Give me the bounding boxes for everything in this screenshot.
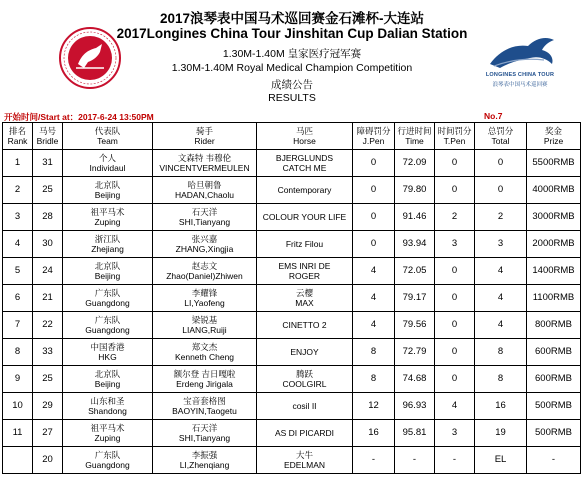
prize-cell: -	[527, 447, 581, 474]
class-title-en: 1.30M-1.40M Royal Medical Champion Competition	[171, 62, 413, 74]
total-penalty-cell: 4	[475, 285, 527, 312]
team-cell-zh: 广东队	[94, 314, 121, 325]
horse-cell-zh: EMS INRI DE	[278, 260, 331, 271]
rider-cell	[153, 204, 257, 231]
column-header-zh: 总罚分	[487, 126, 514, 136]
jump-penalty-cell: 0	[353, 177, 395, 204]
team-cell-en: Zhejiang	[91, 244, 124, 254]
rider-cell-en: HADAN,Chaolu	[174, 190, 235, 200]
rider-cell	[153, 312, 257, 339]
team-cell-en: Beijing	[94, 271, 121, 281]
rider-cell-zh: 额尔登 吉日嘎啦	[173, 368, 236, 379]
table-row	[3, 420, 581, 447]
table-row	[3, 312, 581, 339]
team-cell-en: Zuping	[94, 433, 121, 443]
rank-cell	[3, 447, 33, 474]
rank-cell: 10	[3, 393, 33, 420]
prize-cell: 2000RMB	[527, 231, 581, 258]
team-cell-zh: 广东队	[94, 449, 121, 460]
prize-cell: 5500RMB	[527, 150, 581, 177]
rider-cell	[153, 285, 257, 312]
column-header-en: Team	[97, 136, 118, 146]
rider-cell	[153, 366, 257, 393]
horse-cell-zh: ENJOY	[290, 346, 319, 357]
horse-cell-zh: BJERGLUNDS	[275, 152, 334, 163]
bridle-cell: 27	[33, 420, 63, 447]
column-header-total	[475, 123, 527, 150]
rider-cell	[153, 258, 257, 285]
table-row	[3, 339, 581, 366]
horse-cell-zh: cosil II	[292, 400, 317, 411]
bridle-cell: 21	[33, 285, 63, 312]
rider-cell	[153, 231, 257, 258]
rider-cell	[153, 447, 257, 474]
column-header-zh: 骑手	[195, 126, 213, 136]
team-cell-zh: 个人	[98, 152, 116, 163]
rank-cell: 6	[3, 285, 33, 312]
time-cell: 79.80	[395, 177, 435, 204]
column-header-rank	[3, 123, 33, 150]
bridle-cell: 29	[33, 393, 63, 420]
rider-cell-zh: 梁锐基	[191, 314, 218, 325]
time-penalty-cell: 0	[435, 258, 475, 285]
prize-cell: 4000RMB	[527, 177, 581, 204]
table-row	[3, 231, 581, 258]
rider-cell-zh: 赵志文	[191, 260, 218, 271]
team-cell-zh: 祖平马术	[90, 206, 125, 217]
rider-cell-zh: 张兴嘉	[191, 233, 218, 244]
team-cell-en: Beijing	[94, 190, 121, 200]
jump-penalty-cell: 4	[353, 258, 395, 285]
logo-text-zh: 浪琴表中国马术巡回赛	[492, 82, 548, 88]
table-row	[3, 150, 581, 177]
rank-cell: 9	[3, 366, 33, 393]
team-cell-en: Individaul	[89, 163, 126, 173]
team-cell	[63, 420, 153, 447]
time-cell: 74.68	[395, 366, 435, 393]
team-cell-zh: 中国香港	[90, 341, 125, 352]
total-penalty-cell: 3	[475, 231, 527, 258]
total-penalty-cell: 8	[475, 366, 527, 393]
team-cell-en: Shandong	[88, 406, 127, 416]
column-header-en: Horse	[293, 136, 316, 146]
bridle-cell: 25	[33, 366, 63, 393]
jump-penalty-cell: 16	[353, 420, 395, 447]
table-row	[3, 204, 581, 231]
time-cell: 72.09	[395, 150, 435, 177]
total-penalty-cell: 4	[475, 258, 527, 285]
table-row	[3, 447, 581, 474]
prize-cell: 800RMB	[527, 312, 581, 339]
time-cell: 96.93	[395, 393, 435, 420]
team-cell-en: Guangdong	[85, 325, 130, 335]
team-cell-en: Zuping	[94, 217, 121, 227]
team-cell	[63, 177, 153, 204]
rider-cell	[153, 420, 257, 447]
jump-penalty-cell: 0	[353, 231, 395, 258]
results-heading-zh: 成绩公告	[271, 79, 313, 91]
time-penalty-cell: 0	[435, 285, 475, 312]
jump-penalty-cell: 4	[353, 285, 395, 312]
team-cell	[63, 285, 153, 312]
rider-cell-zh: 宝音套格图	[183, 395, 226, 406]
horse-cell-zh: CINETTO 2	[282, 319, 327, 330]
time-penalty-cell: -	[435, 447, 475, 474]
bridle-cell: 22	[33, 312, 63, 339]
total-penalty-cell: 4	[475, 312, 527, 339]
total-penalty-cell: 19	[475, 420, 527, 447]
time-cell: 72.05	[395, 258, 435, 285]
team-cell	[63, 447, 153, 474]
column-header-horse	[257, 123, 353, 150]
time-cell: 79.17	[395, 285, 435, 312]
horse-cell	[257, 393, 353, 420]
team-cell	[63, 231, 153, 258]
rider-cell-zh: 文森特 韦穆伦	[177, 152, 232, 163]
start-time: 开始时间/Start at：2017-6-24 13:50PM	[4, 112, 154, 122]
column-header-zh: 排名	[8, 126, 26, 136]
time-penalty-cell: 3	[435, 231, 475, 258]
team-cell	[63, 204, 153, 231]
rider-cell-en: LI,Yaofeng	[184, 298, 225, 308]
jump-penalty-cell: 12	[353, 393, 395, 420]
rider-cell-en: BAOYIN,Taogetu	[172, 406, 237, 416]
team-cell	[63, 258, 153, 285]
prize-cell: 600RMB	[527, 339, 581, 366]
class-title-zh: 1.30M-1.40M 皇家医疗冠军赛	[222, 48, 362, 60]
team-cell-zh: 祖平马术	[90, 422, 125, 433]
team-cell-en: Beijing	[94, 379, 121, 389]
prize-cell: 1400RMB	[527, 258, 581, 285]
bridle-cell: 25	[33, 177, 63, 204]
column-header-tpen	[435, 123, 475, 150]
team-cell-zh: 北京队	[94, 179, 121, 190]
prize-cell: 600RMB	[527, 366, 581, 393]
horse-cell	[257, 204, 353, 231]
horse-cell	[257, 366, 353, 393]
team-cell-zh: 北京队	[94, 368, 121, 379]
rider-cell-en: SHI,Tianyang	[178, 433, 231, 443]
rank-cell: 3	[3, 204, 33, 231]
bridle-cell: 28	[33, 204, 63, 231]
column-header-zh: 马号	[38, 126, 56, 136]
team-cell-en: HKG	[98, 352, 117, 362]
column-header-en: Rider	[194, 136, 215, 146]
jump-penalty-cell: 8	[353, 339, 395, 366]
horse-cell-en: ROGER	[288, 271, 321, 281]
column-header-zh: 时间罚分	[437, 126, 472, 136]
rider-cell-zh: 哈旦朝鲁	[187, 179, 222, 190]
bridle-cell: 20	[33, 447, 63, 474]
total-penalty-cell: 0	[475, 177, 527, 204]
horse-cell	[257, 339, 353, 366]
total-penalty-cell: EL	[475, 447, 527, 474]
horse-cell	[257, 258, 353, 285]
jump-penalty-cell: 8	[353, 366, 395, 393]
column-header-zh: 行进时间	[397, 126, 432, 136]
horse-cell-en: COOLGIRL	[282, 379, 327, 389]
rank-cell: 7	[3, 312, 33, 339]
jump-penalty-cell: 0	[353, 150, 395, 177]
column-header-jpen	[353, 123, 395, 150]
column-header-en: Rank	[7, 136, 28, 146]
horse-cell-zh: Contemporary	[277, 184, 332, 195]
horse-cell-en: EDELMAN	[283, 460, 326, 470]
rider-cell-en: ZHANG,Xingjia	[175, 244, 234, 254]
total-penalty-cell: 8	[475, 339, 527, 366]
prize-cell: 3000RMB	[527, 204, 581, 231]
prize-cell: 500RMB	[527, 420, 581, 447]
horse-cell	[257, 420, 353, 447]
document-number: No.7	[484, 111, 503, 121]
column-header-time	[395, 123, 435, 150]
horse-cell-en: MAX	[295, 298, 314, 308]
rider-cell-zh: 石天洋	[191, 206, 218, 217]
team-cell-zh: 浙江队	[94, 233, 121, 244]
column-header-en: Total	[491, 136, 510, 146]
horse-cell	[257, 231, 353, 258]
rank-cell: 4	[3, 231, 33, 258]
team-cell	[63, 366, 153, 393]
rank-cell: 2	[3, 177, 33, 204]
rank-cell: 11	[3, 420, 33, 447]
rider-cell	[153, 393, 257, 420]
team-cell-en: Guangdong	[85, 460, 130, 470]
prize-cell: 1100RMB	[527, 285, 581, 312]
column-header-en: J.Pen	[362, 136, 385, 146]
horse-cell-zh: 云樱	[295, 287, 313, 298]
rank-cell: 5	[3, 258, 33, 285]
column-header-zh: 马匹	[295, 126, 313, 136]
time-penalty-cell: 0	[435, 312, 475, 339]
column-header-en: Time	[405, 136, 424, 146]
results-table	[2, 122, 581, 474]
table-header-row	[3, 123, 581, 150]
horse-cell	[257, 285, 353, 312]
column-header-en: Bridle	[36, 136, 59, 146]
team-cell-en: Guangdong	[85, 298, 130, 308]
horse-cell	[257, 447, 353, 474]
rider-cell-en: LI,Zhenqiang	[179, 460, 230, 470]
column-header-bridle	[33, 123, 63, 150]
horse-cell	[257, 150, 353, 177]
total-penalty-cell: 0	[475, 150, 527, 177]
time-cell: 95.81	[395, 420, 435, 447]
table-row	[3, 366, 581, 393]
time-penalty-cell: 0	[435, 366, 475, 393]
team-cell	[63, 393, 153, 420]
table-row	[3, 285, 581, 312]
total-penalty-cell: 2	[475, 204, 527, 231]
time-cell: 79.56	[395, 312, 435, 339]
team-cell-zh: 广东队	[94, 287, 121, 298]
total-penalty-cell: 16	[475, 393, 527, 420]
table-row	[3, 258, 581, 285]
table-row	[3, 177, 581, 204]
rider-cell-zh: 郑文杰	[191, 341, 218, 352]
horse-cell-zh: 腾跃	[295, 368, 313, 379]
rank-cell: 8	[3, 339, 33, 366]
column-header-rider	[153, 123, 257, 150]
jump-penalty-cell: 4	[353, 312, 395, 339]
rider-cell-en: Erdeng Jirigala	[176, 379, 233, 389]
rider-cell	[153, 339, 257, 366]
rider-cell-en: SHI,Tianyang	[178, 217, 231, 227]
bridle-cell: 24	[33, 258, 63, 285]
team-cell	[63, 150, 153, 177]
time-cell: 72.79	[395, 339, 435, 366]
rider-cell-en: VINCENTVERMEULEN	[159, 163, 250, 173]
rider-cell	[153, 177, 257, 204]
time-penalty-cell: 2	[435, 204, 475, 231]
time-penalty-cell: 0	[435, 150, 475, 177]
horse-cell	[257, 312, 353, 339]
rank-cell: 1	[3, 150, 33, 177]
rider-cell-zh: 李耀锋	[191, 287, 218, 298]
column-header-en: Prize	[543, 136, 564, 146]
time-cell: -	[395, 447, 435, 474]
rider-cell-en: Zhao(Daniel)Zhiwen	[166, 271, 243, 281]
bridle-cell: 30	[33, 231, 63, 258]
time-penalty-cell: 0	[435, 339, 475, 366]
event-title-zh: 2017浪琴表中国马术巡回赛金石滩杯-大连站	[159, 11, 425, 26]
horse-cell-zh: 大牛	[295, 449, 313, 460]
rider-cell-zh: 石天洋	[191, 422, 218, 433]
table-row	[3, 393, 581, 420]
bridle-cell: 31	[33, 150, 63, 177]
horse-cell-zh: COLOUR YOUR LIFE	[262, 211, 347, 222]
prize-cell: 500RMB	[527, 393, 581, 420]
time-penalty-cell: 4	[435, 393, 475, 420]
time-cell: 91.46	[395, 204, 435, 231]
jump-penalty-cell: 0	[353, 204, 395, 231]
column-header-zh: 代表队	[94, 126, 121, 136]
team-cell	[63, 312, 153, 339]
jump-penalty-cell: -	[353, 447, 395, 474]
team-cell-zh: 北京队	[94, 260, 121, 271]
time-cell: 93.94	[395, 231, 435, 258]
column-header-en: T.Pen	[443, 136, 466, 146]
results-body	[3, 150, 581, 474]
rider-cell	[153, 150, 257, 177]
team-cell	[63, 339, 153, 366]
team-cell-zh: 山东和圣	[90, 395, 125, 406]
time-penalty-cell: 0	[435, 177, 475, 204]
horse-cell-en: CATCH ME	[282, 163, 327, 173]
bridle-cell: 33	[33, 339, 63, 366]
column-header-zh: 障碍罚分	[356, 126, 391, 136]
column-header-zh: 奖金	[544, 126, 562, 136]
column-header-team	[63, 123, 153, 150]
event-title-en: 2017Longines China Tour Jinshitan Cup Dalian Station	[116, 26, 468, 41]
rider-cell-en: LIANG,Ruiji	[182, 325, 227, 335]
logo-text-en: LONGINES CHINA TOUR	[485, 72, 555, 78]
rider-cell-zh: 李振强	[191, 449, 218, 460]
rider-cell-en: Kenneth Cheng	[174, 352, 235, 362]
horse-cell-zh: AS DI PICARDI	[274, 427, 335, 438]
column-header-prize	[527, 123, 581, 150]
horse-cell	[257, 177, 353, 204]
horse-cell-zh: Fritz Filou	[285, 238, 324, 249]
time-penalty-cell: 3	[435, 420, 475, 447]
results-heading-en: RESULTS	[268, 92, 316, 104]
